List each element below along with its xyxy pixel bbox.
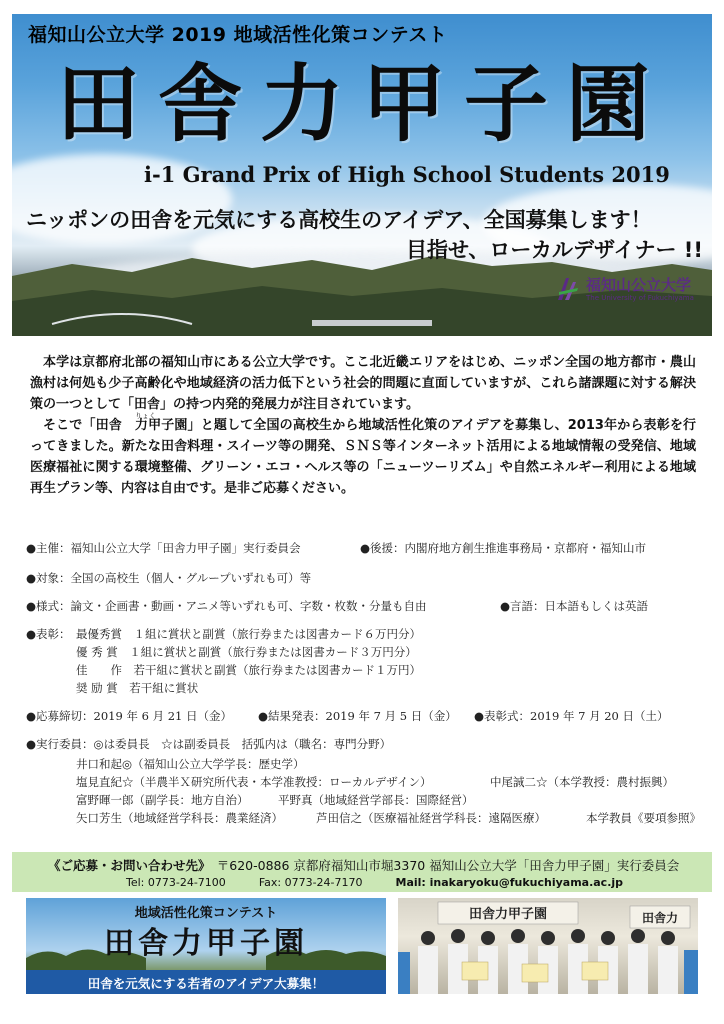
deadline: ●応募締切：2019 年 6 月 21 日（金）	[26, 709, 233, 723]
language: ●言語：日本語もしくは英語	[500, 599, 649, 613]
awards-label: ●表彰：	[26, 627, 71, 641]
catchphrase-1: ニッポンの田舎を元気にする高校生のアイデア、全国募集します！	[26, 208, 652, 232]
contact-line-2	[126, 874, 623, 890]
committee-member: 中尾誠二☆（本学教授：農村振興）	[490, 775, 674, 789]
contact-mail[interactable]: Mail: inakaryoku@fukuchiyama.ac.jp	[395, 876, 624, 889]
committee-member: 井口和起◎（福知山公立大学学長：歴史学）	[76, 757, 305, 771]
contact-fax: Fax: 0773-24-7170	[258, 876, 363, 889]
committee-member: 矢口芳生（地域経営学科長：農業経済）	[76, 811, 283, 825]
university-logo	[556, 274, 706, 308]
result-date: ●結果発表：2019 年 7 月 5 日（金）	[258, 709, 457, 723]
hero-banner	[12, 14, 712, 336]
promo-banner	[26, 898, 386, 994]
logo-english: The University of Fukuchiyama	[586, 294, 694, 302]
banner-subtitle: 地域活性化策コンテスト	[134, 906, 278, 921]
intro-paragraph-1: 本学は京都府北部の福知山市にある公立大学です。ここ北近畿エリアをはじめ、ニッポン全国の地方都市・農山漁村は何処も少子高齢化や地域経済の活力低下という社会的問題に直面していますが、これら諸課題に対する解決策の一つとして「田舎」の持つ内発的発展力が注目されています。	[30, 355, 696, 412]
award-item: 奨 励 賞 若干組に賞状	[76, 681, 199, 695]
ruby-word	[122, 412, 156, 436]
intro-p2-before: そこで「田舎	[43, 418, 122, 433]
banner-title: 田舎力甲子園	[104, 926, 308, 961]
support: ●後援：内閣府地方創生推進事務局・京都府・福知山市	[360, 541, 647, 555]
format: ●様式：論文・企画書・動画・アニメ等いずれも可、字数・枚数・分量も自由	[26, 599, 427, 613]
committee-member: 平野真（地域経営学部長：国際経営）	[278, 793, 474, 807]
contact-box	[12, 852, 712, 892]
committee-label: ●実行委員：◎は委員長 ☆は副委員長 括弧内は（職名：専門分野）	[26, 737, 392, 751]
target: ●対象：全国の高校生（個人・グループいずれも可）等	[26, 571, 312, 585]
committee-member: 芦田信之（医療福祉経営学科長：遠隔医療）	[316, 811, 546, 825]
photo-sign-2: 田舎力	[641, 911, 679, 925]
contact-line-1	[48, 856, 679, 874]
logo-name: 福知山公立大学	[586, 276, 692, 294]
university-mark-icon	[556, 276, 580, 302]
contact-tel: Tel: 0773-24-7100	[126, 876, 226, 889]
host: ●主催：福知山公立大学「田舎力甲子園」実行委員会	[26, 541, 301, 555]
contact-address: 〒620-0886 京都府福知山市堀3370 福知山公立大学「田舎力甲子園」実行委員会	[216, 858, 680, 873]
ruby-text: りょく	[134, 412, 156, 420]
committee-member: 本学教員《要項参照》	[586, 811, 701, 825]
award-item: 優 秀 賞 １組に賞状と副賞（旅行券または図書カード３万円分）	[76, 645, 417, 659]
photo-illustration	[398, 898, 698, 994]
intro-text	[30, 352, 696, 499]
contest-subtitle: 福知山公立大学 2019 地域活性化策コンテスト	[28, 24, 448, 46]
committee-member: 塩見直紀☆（半農半Ｘ研究所代表・本学准教授：ローカルデザイン）	[76, 775, 432, 789]
intro-paragraph-2	[30, 412, 696, 499]
group-photo	[398, 898, 698, 994]
award-item: 最優秀賞 １組に賞状と副賞（旅行券または図書カード６万円分）	[76, 627, 421, 641]
ceremony-date: ●表彰式：2019 年 7 月 20 日（土）	[474, 709, 669, 723]
banner-strip	[26, 970, 386, 994]
intro-p2-after: 甲子園」と題して全国の高校生から地域活性化策のアイデアを募集し、2013年から表彰を行ってきました。新たな田舎料理・スイーツ等の開発、ＳＮＳ等インターネット活用による地域情報の受発信、地域医療福祉に関する環境整備、グリーン・エコ・ヘルス等の「ニューツーリズム」や自然エネルギー利用による地域再生プラン等、内容は自由です。是非ご応募ください。	[30, 418, 696, 496]
award-item: 佳 作 若干組に賞状と副賞（旅行券または図書カード１万円）	[76, 663, 421, 677]
photo-sign-1: 田舎力甲子園	[468, 907, 548, 922]
banner-catch: 田舎を元気にする若者のアイデア大募集！	[87, 976, 325, 991]
committee-member: 富野暉一郎（副学長：地方自治）	[76, 793, 249, 807]
ruby-base: 力	[134, 418, 148, 433]
contest-title: 田舎力甲子園	[56, 54, 669, 153]
english-title: i-1 Grand Prix of High School Students 2019	[144, 162, 670, 187]
catchphrase-2: 目指せ、ローカルデザイナー !!	[406, 238, 703, 262]
contact-label: 《ご応募・お問い合わせ先》	[48, 858, 205, 873]
